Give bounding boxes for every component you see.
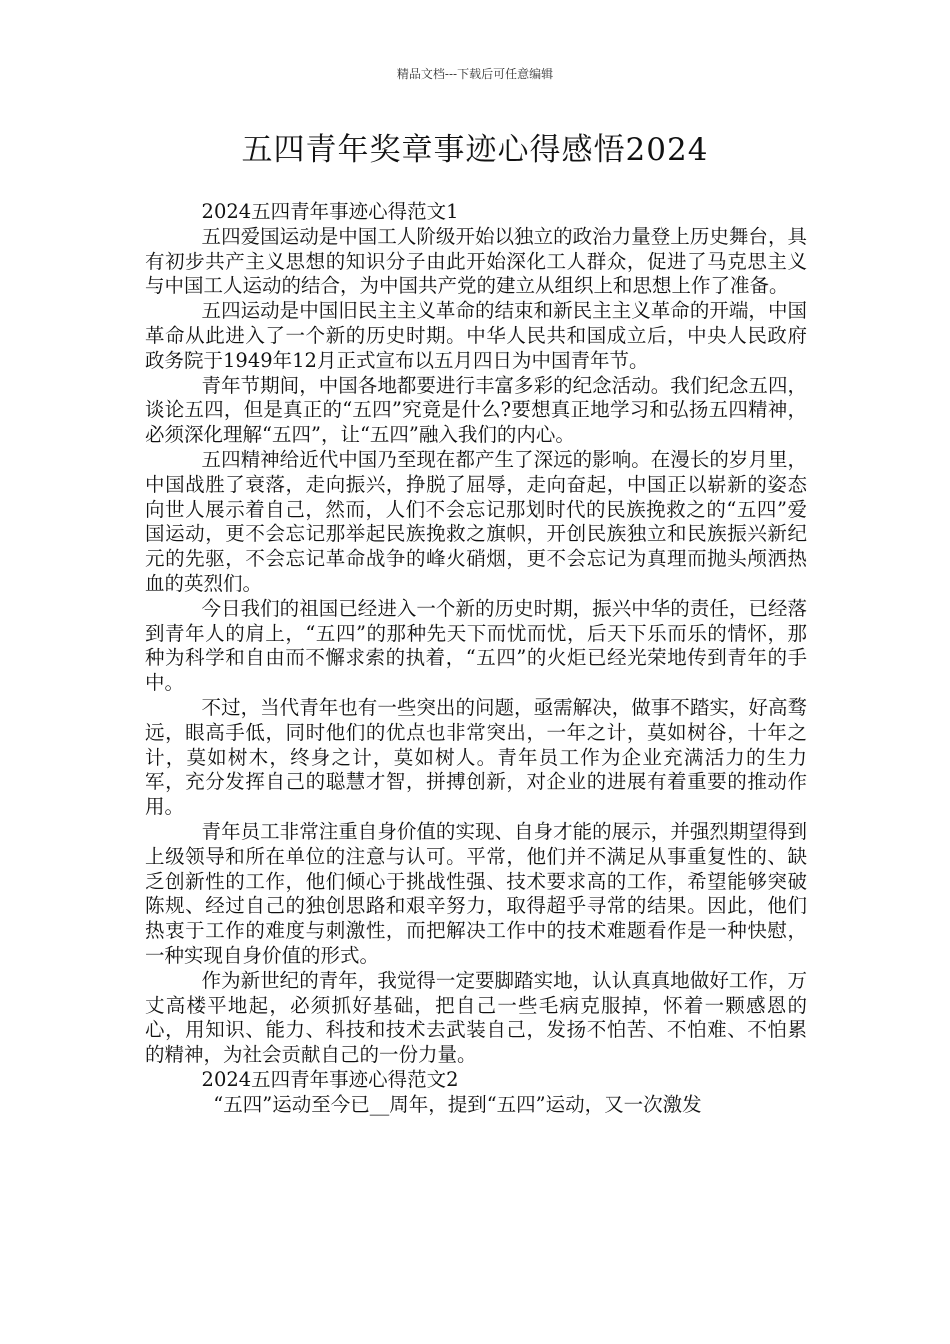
paragraph-3: 青年节期间，中国各地都要进行丰富多彩的纪念活动。我们纪念五四，谈论五四，但是真正的“五四”究竟是什么?要想真正地学习和弘扬五四精神，必须深化理解“五四”，让“五四”融入我们的内心。 (145, 373, 807, 447)
section-heading-2: 2024五四青年事迹心得范文2 (201, 1067, 459, 1091)
paragraph-1: 五四爱国运动是中国工人阶级开始以独立的政治力量登上历史舞台，具有初步共产主义思想的知识分子由此开始深化工人群众，促进了马克思主义与中国工人运动的结合，为中国共产党的建立从组织上和思想上作了准备。 (145, 224, 807, 298)
paragraph-4: 五四精神给近代中国乃至现在都产生了深远的影响。在漫长的岁月里，中国战胜了衰落，走向振兴，挣脱了屈辱，走向奋起，中国正以崭新的姿态向世人展示着自己，然而，人们不会忘记那划时代的民族挽救之的“五四”爱国运动，更不会忘记那举起民族挽救之旗帜，开创民族独立和民族振兴新纪元的先驱，不会忘记革命战争的峰火硝烟，更不会忘记为真理而抛头颅洒热血的英烈们。 (145, 447, 807, 595)
header-note: 精品文档---下载后可任意编辑 (396, 67, 554, 81)
section-heading-1: 2024五四青年事迹心得范文1 (201, 200, 459, 223)
paragraph-5: 今日我们的祖国已经进入一个新的历史时期，振兴中华的责任，已经落到青年人的肩上，“五四”的那种先天下而忧而忧，后天下乐而乐的情怀，那种为科学和自由而不懈求索的执着，“五四”的火炬已经光荣地传到青年的手中。 (145, 596, 807, 695)
paragraph-9: “五四”运动至今已__周年，提到“五四”运动，又一次激发 (213, 1092, 702, 1116)
paragraph-8: 作为新世纪的青年，我觉得一定要脚踏实地，认认真真地做好工作，万丈高楼平地起，必须抓好基础，把自己一些毛病克服掉，怀着一颗感恩的心，用知识、能力、科技和技术去武装自己，发扬不怕苦、不怕难、不怕累的精神，为社会贡献自己的一份力量。 (145, 968, 807, 1067)
paragraph-2: 五四运动是中国旧民主主义革命的结束和新民主主义革命的开端，中国革命从此进入了一个新的历史时期。中华人民共和国成立后，中央人民政府政务院于1949年12月正式宣布以五月四日为中国青年节。 (145, 299, 807, 372)
paragraph-6: 不过，当代青年也有一些突出的问题，亟需解决，做事不踏实，好高骛远，眼高手低，同时他们的优点也非常突出，一年之计，莫如树谷，十年之计，莫如树木，终身之计，莫如树人。青年员工作为企业充满活力的生力军，充分发挥自己的聪慧才智，拼搏创新，对企业的进展有着重要的推动作用。 (145, 695, 807, 819)
document-title: 五四青年奖章事迹心得感悟2024 (241, 132, 709, 168)
document-body (145, 200, 807, 1117)
paragraph-7: 青年员工非常注重自身价值的实现、自身才能的展示，并强烈期望得到上级领导和所在单位的注意与认可。平常，他们并不满足从事重复性的、缺乏创新性的工作，他们倾心于挑战性强、技术要求高的工作，希望能够突破陈规、经过自己的独创思路和艰辛努力，取得超乎寻常的结果。因此，他们热衷于工作的难度与刺激性，而把解决工作中的技术难题看作是一种快慰，一种实现自身价值的形式。 (145, 819, 807, 967)
